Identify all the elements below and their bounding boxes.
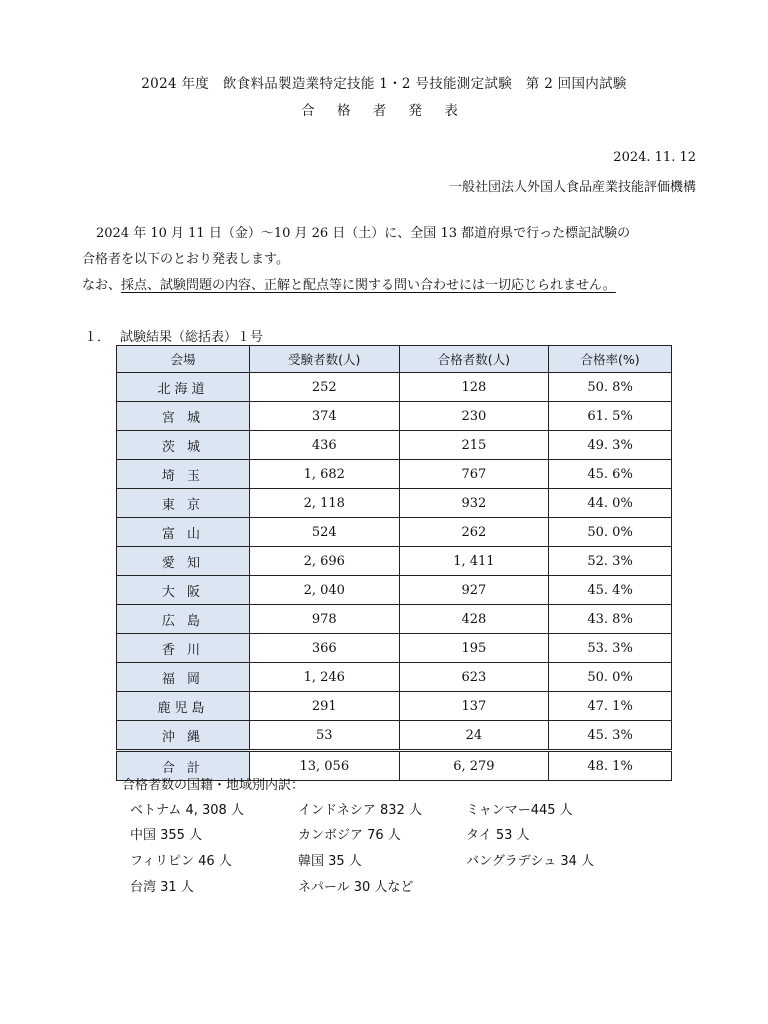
table-row xyxy=(117,692,672,721)
examinees-cell: 13, 056 xyxy=(250,751,400,781)
venue-cell: 茨 城 xyxy=(117,431,250,460)
header-passers: 合格者数(人) xyxy=(399,346,549,373)
table-header-row xyxy=(117,346,672,373)
pass-rate-cell: 50. 0% xyxy=(549,518,672,547)
table-row xyxy=(117,547,672,576)
breakdown-item: タイ 53 人 xyxy=(466,828,530,843)
venue-cell: 埼 玉 xyxy=(117,460,250,489)
organization-name: 一般社団法人外国人食品産業技能評価機構 xyxy=(448,180,696,195)
pass-rate-cell: 61. 5% xyxy=(549,402,672,431)
passers-cell: 24 xyxy=(399,721,549,751)
notice-underlined-text: 採点、試験問題の内容、正解と配点等に関する問い合わせには一切応じられません。 xyxy=(121,278,616,293)
examinees-cell: 1, 682 xyxy=(250,460,400,489)
passers-cell: 623 xyxy=(399,663,549,692)
examinees-cell: 374 xyxy=(250,402,400,431)
venue-cell: 愛 知 xyxy=(117,547,250,576)
pass-rate-cell: 45. 6% xyxy=(549,460,672,489)
breakdown-item: ネパール 30 人など xyxy=(298,880,414,895)
passers-cell: 262 xyxy=(399,518,549,547)
examinees-cell: 436 xyxy=(250,431,400,460)
venue-cell: 福 岡 xyxy=(117,663,250,692)
examinees-cell: 524 xyxy=(250,518,400,547)
venue-cell: 宮 城 xyxy=(117,402,250,431)
intro-paragraph-line-1: 2024 年 10 月 11 日（金）～10 月 26 日（土）に、全国 13 都道府県で行った標記試験の xyxy=(96,226,631,241)
passers-cell: 195 xyxy=(399,634,549,663)
pass-rate-cell: 52. 3% xyxy=(549,547,672,576)
table-row xyxy=(117,460,672,489)
venue-cell: 広 島 xyxy=(117,605,250,634)
breakdown-item: ミャンマー445 人 xyxy=(466,803,573,818)
venue-cell: 富 山 xyxy=(117,518,250,547)
table-row xyxy=(117,721,672,751)
venue-cell: 沖 縄 xyxy=(117,721,250,751)
table-row xyxy=(117,663,672,692)
passers-cell: 1, 411 xyxy=(399,547,549,576)
venue-cell: 香 川 xyxy=(117,634,250,663)
header-pass-rate: 合格率(%) xyxy=(549,346,672,373)
passers-cell: 767 xyxy=(399,460,549,489)
examinees-cell: 366 xyxy=(250,634,400,663)
section-title: 試験結果（総括表）１号 xyxy=(120,330,264,345)
examinees-cell: 291 xyxy=(250,692,400,721)
table-row xyxy=(117,489,672,518)
examinees-cell: 53 xyxy=(250,721,400,751)
results-table xyxy=(116,345,672,781)
document-title: 2024 年度 飲食料品製造業特定技能 1・2 号技能測定試験 第 2 回国内試験 xyxy=(141,76,627,92)
venue-cell: 北海道 xyxy=(117,373,250,402)
examinees-cell: 2, 696 xyxy=(250,547,400,576)
passers-cell: 128 xyxy=(399,373,549,402)
passers-cell: 6, 279 xyxy=(399,751,549,781)
venue-cell: 東 京 xyxy=(117,489,250,518)
document-subtitle: 合 格 者 発 表 xyxy=(301,103,467,119)
issue-date: 2024. 11. 12 xyxy=(613,150,696,165)
table-row xyxy=(117,431,672,460)
breakdown-item: 韓国 35 人 xyxy=(298,854,362,869)
pass-rate-cell: 44. 0% xyxy=(549,489,672,518)
pass-rate-cell: 53. 3% xyxy=(549,634,672,663)
breakdown-item: 中国 355 人 xyxy=(130,828,203,843)
pass-rate-cell: 49. 3% xyxy=(549,431,672,460)
table-row xyxy=(117,518,672,547)
pass-rate-cell: 48. 1% xyxy=(549,751,672,781)
pass-rate-cell: 50. 0% xyxy=(549,663,672,692)
breakdown-item: カンボジア 76 人 xyxy=(298,828,401,843)
breakdown-item: フィリピン 46 人 xyxy=(130,854,232,869)
pass-rate-cell: 45. 3% xyxy=(549,721,672,751)
table-row xyxy=(117,634,672,663)
passers-cell: 428 xyxy=(399,605,549,634)
venue-cell: 合 計 xyxy=(117,751,250,781)
examinees-cell: 978 xyxy=(250,605,400,634)
breakdown-item: インドネシア 832 人 xyxy=(298,803,422,818)
breakdown-item: ベトナム 4, 308 人 xyxy=(130,803,244,818)
venue-cell: 鹿児島 xyxy=(117,692,250,721)
intro-paragraph-line-2: 合格者を以下のとおり発表します。 xyxy=(82,252,289,267)
passers-cell: 927 xyxy=(399,576,549,605)
passers-cell: 932 xyxy=(399,489,549,518)
pass-rate-cell: 45. 4% xyxy=(549,576,672,605)
table-row xyxy=(117,373,672,402)
breakdown-title: 合格者数の国籍・地域別内訳： xyxy=(122,778,305,793)
pass-rate-cell: 50. 8% xyxy=(549,373,672,402)
table-row xyxy=(117,576,672,605)
section-number: １． xyxy=(84,330,111,345)
table-row xyxy=(117,402,672,431)
section-heading xyxy=(84,326,263,345)
header-venue: 会場 xyxy=(117,346,250,373)
passers-cell: 230 xyxy=(399,402,549,431)
examinees-cell: 252 xyxy=(250,373,400,402)
examinees-cell: 1, 246 xyxy=(250,663,400,692)
table-row xyxy=(117,605,672,634)
examinees-cell: 2, 040 xyxy=(250,576,400,605)
passers-cell: 137 xyxy=(399,692,549,721)
breakdown-item: バングラデシュ 34 人 xyxy=(466,854,595,869)
passers-cell: 215 xyxy=(399,431,549,460)
examinees-cell: 2, 118 xyxy=(250,489,400,518)
notice-paragraph xyxy=(82,274,702,293)
notice-prefix: なお、 xyxy=(82,278,122,293)
venue-cell: 大 阪 xyxy=(117,576,250,605)
pass-rate-cell: 47. 1% xyxy=(549,692,672,721)
header-examinees: 受験者数(人) xyxy=(250,346,400,373)
pass-rate-cell: 43. 8% xyxy=(549,605,672,634)
breakdown-item: 台湾 31 人 xyxy=(130,880,194,895)
